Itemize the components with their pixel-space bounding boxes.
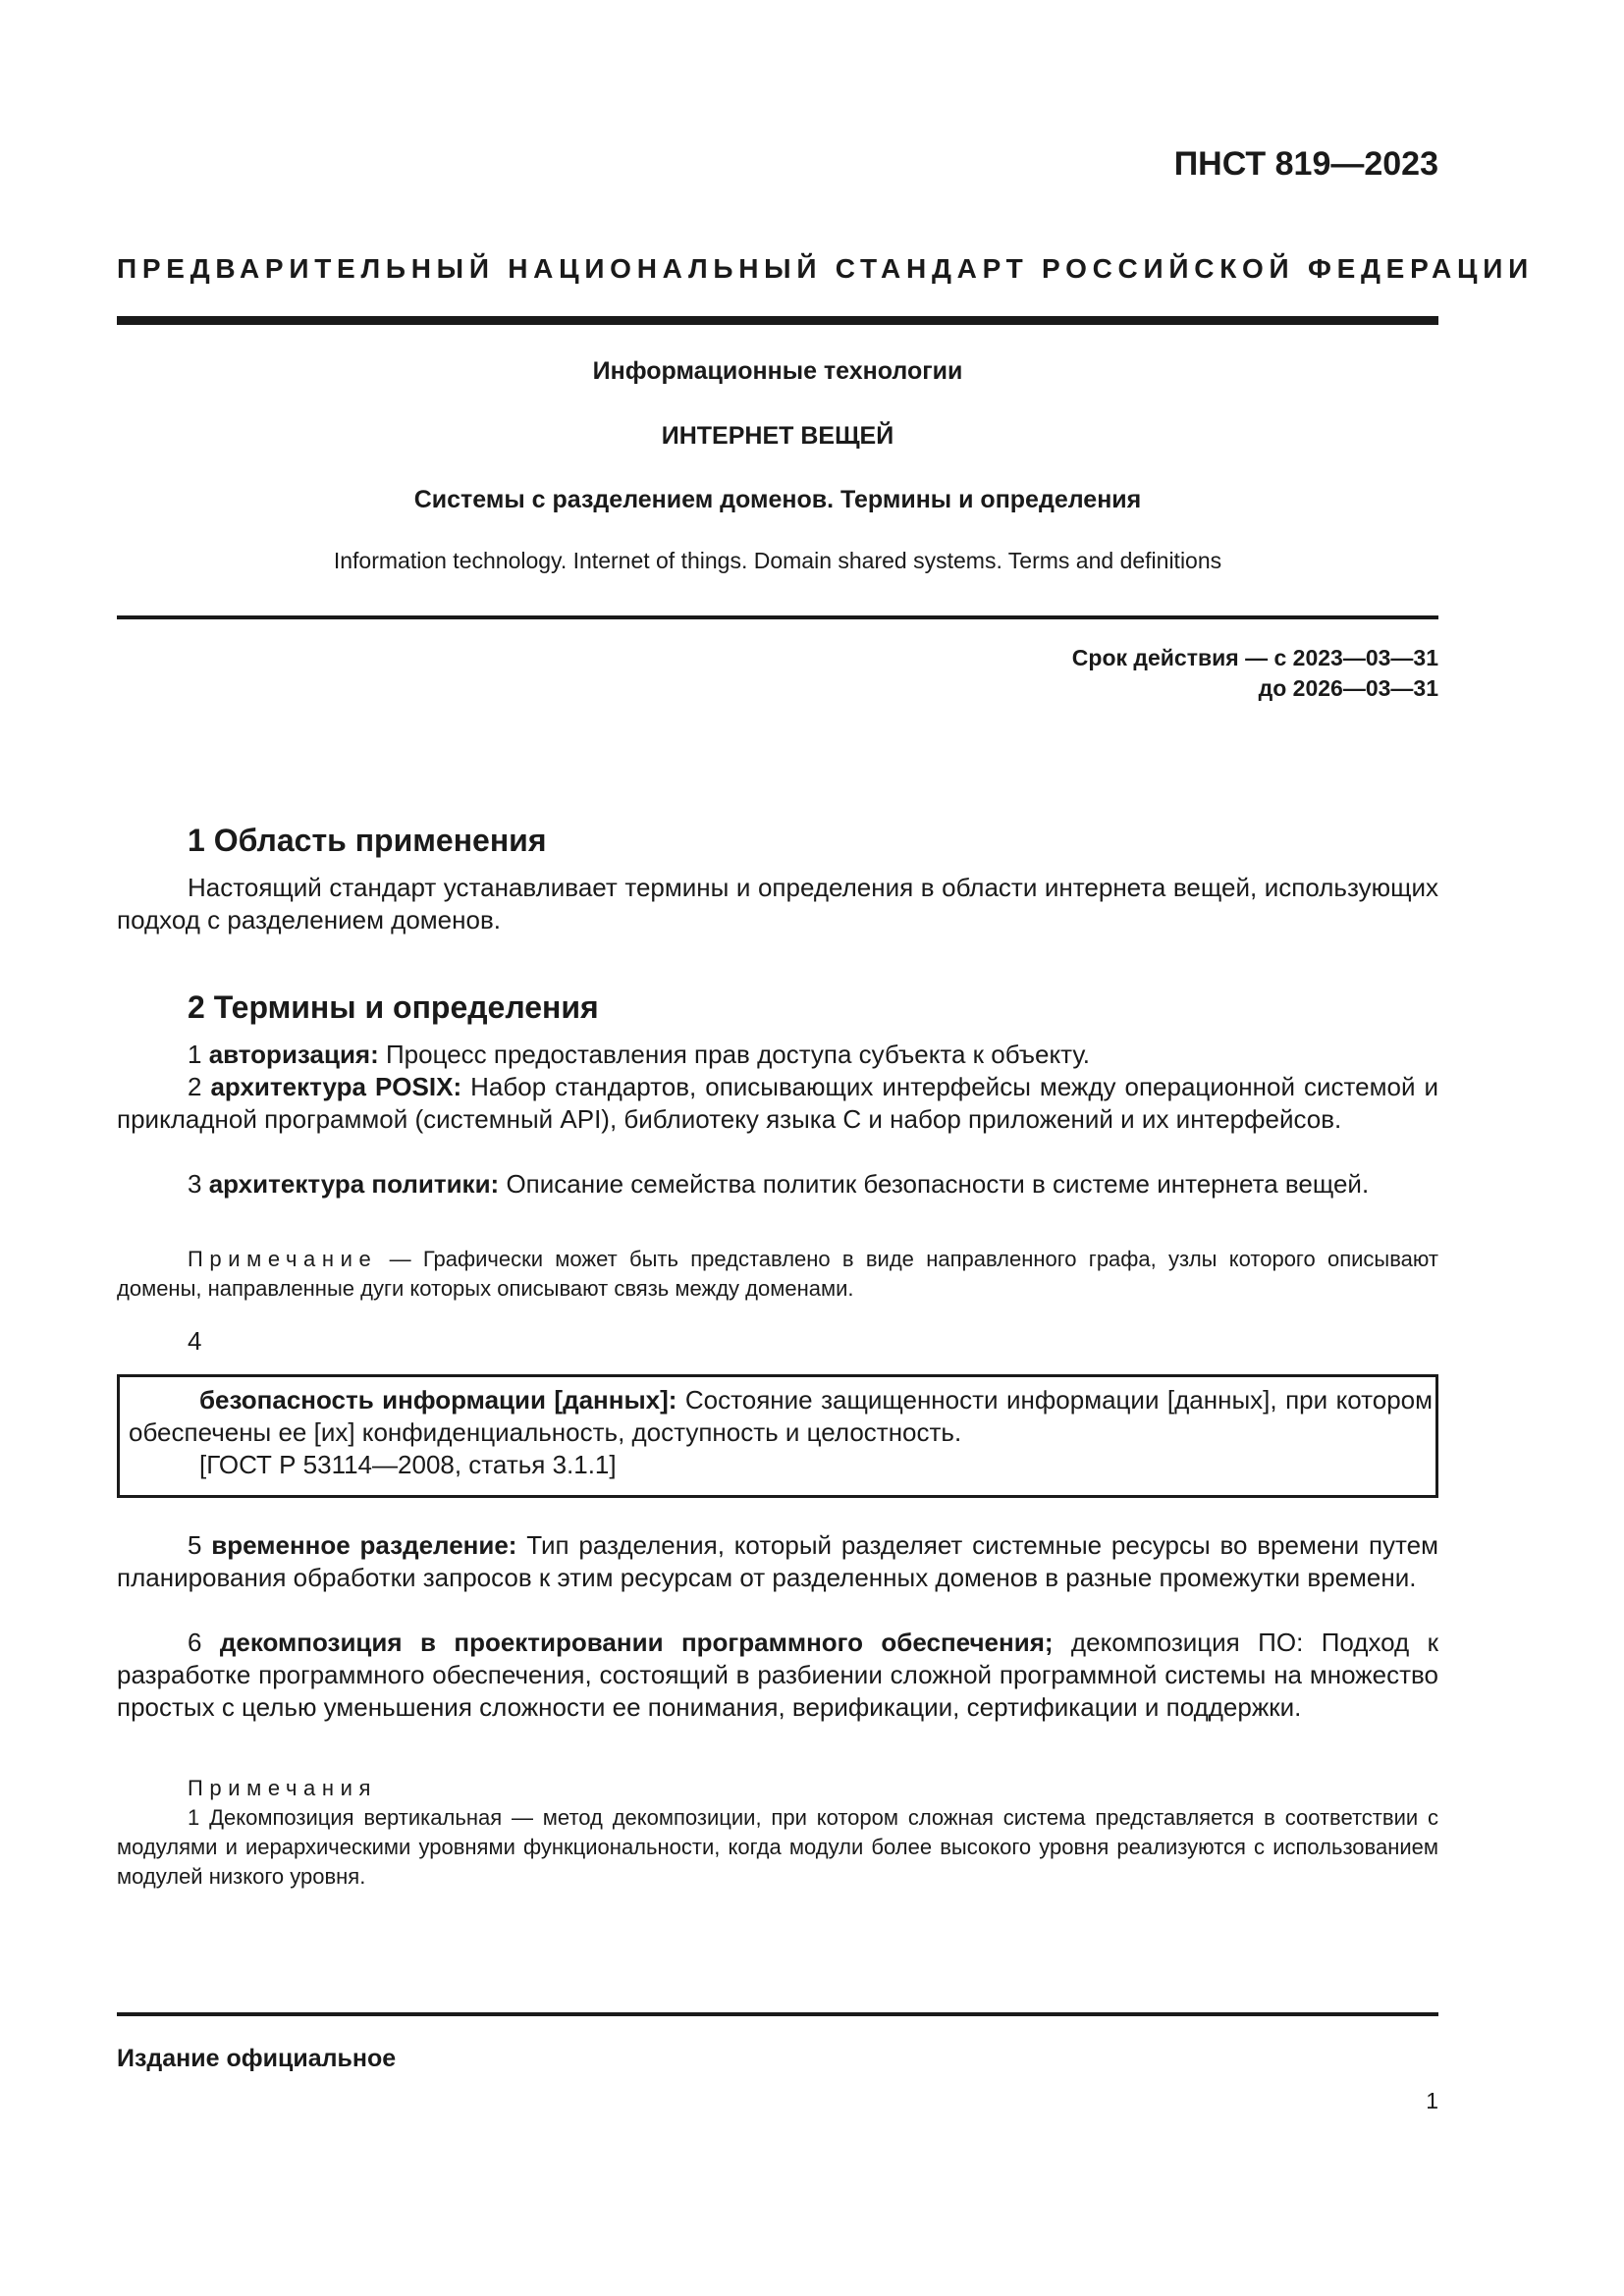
footer-divider xyxy=(117,2012,1438,2016)
term-entry xyxy=(117,1627,1438,1724)
title-english: Information technology. Internet of things. Domain shared systems. Terms and definitions xyxy=(333,548,1222,573)
quoted-term-box xyxy=(117,1374,1438,1498)
notes-label-line xyxy=(117,1774,1438,1803)
term-definition: Описание семейства политик безопасности в системе интернета вещей. xyxy=(499,1169,1370,1199)
term-number-standalone: 4 xyxy=(188,1326,202,1356)
term-definition: Процесс предоставления прав доступа субъекта к объекту. xyxy=(378,1040,1090,1069)
document-page xyxy=(117,0,1534,2296)
term-name: декомпозиция в проектировании программного обеспечения; xyxy=(219,1628,1054,1657)
term-definition: Состояние защищенности информации [данных], при котором обеспечены ее [их] конфиденциальность, доступность и целостность. xyxy=(129,1385,1434,1447)
term-number: 3 xyxy=(188,1169,209,1199)
validity-to: до 2026—03—31 xyxy=(1258,675,1438,701)
document-type-banner: ПРЕДВАРИТЕЛЬНЫЙ НАЦИОНАЛЬНЫЙ СТАНДАРТ РОССИЙСКОЙ ФЕДЕРАЦИИ xyxy=(117,253,1534,284)
title-main: ИНТЕРНЕТ ВЕЩЕЙ xyxy=(661,422,894,450)
term-source: [ГОСТ Р 53114—2008, статья 3.1.1] xyxy=(199,1450,617,1479)
term-name: временное разделение: xyxy=(211,1530,517,1560)
document-code: ПНСТ 819—2023 xyxy=(1173,145,1438,183)
header-divider xyxy=(117,316,1438,325)
note-item: 1 Декомпозиция вертикальная — метод декомпозиции, при котором сложная система представляется в соответствии с модулями и иерархическими уровнями функциональности, когда модули более высокого уровня реализуются с использованием модулей низкого уровня. xyxy=(117,1805,1438,1889)
term-entry xyxy=(117,1071,1438,1136)
note xyxy=(117,1245,1438,1304)
notes-label: Примечания xyxy=(188,1776,378,1800)
term-name: архитектура POSIX: xyxy=(210,1072,462,1101)
validity-from: Срок действия — с 2023—03—31 xyxy=(1071,645,1438,670)
term-entry xyxy=(117,1168,1438,1201)
note-text: — Графически может быть представлено в виде направленного графа, узлы которого описывают домены, направленные дуги которых описывают связь между доменами. xyxy=(117,1247,1438,1301)
term-entry xyxy=(120,1384,1433,1449)
term-number: 5 xyxy=(188,1530,212,1560)
term-definition: декомпозиция ПО: Подход к разработке программного обеспечения, состоящий в разбиении сложной программной системы на множество простых с целью уменьшения сложности ее понимания, верификации, сертификации и поддержки. xyxy=(117,1628,1438,1722)
term-entry xyxy=(117,1529,1438,1594)
term-number: 2 xyxy=(188,1072,211,1101)
term-definition: Набор стандартов, описывающих интерфейсы между операционной системой и прикладной программой (системный API), библиотеку языка С и набор приложений и их интерфейсов. xyxy=(117,1072,1438,1134)
validity-period xyxy=(1072,643,1438,704)
page-number: 1 xyxy=(1426,2088,1438,2113)
term-entry xyxy=(117,1039,1438,1071)
title-divider xyxy=(117,615,1438,619)
term-name: архитектура политики: xyxy=(208,1169,500,1199)
section-heading-terms: 2 Термины и определения xyxy=(188,989,599,1025)
term-number: 6 xyxy=(188,1628,220,1657)
term-number: 1 xyxy=(188,1040,209,1069)
term-name: авторизация: xyxy=(208,1040,379,1069)
section-heading-scope: 1 Область применения xyxy=(188,823,547,858)
title-general: Информационные технологии xyxy=(592,357,963,385)
term-name: безопасность информации [данных]: xyxy=(199,1385,677,1415)
scope-paragraph: Настоящий стандарт устанавливает термины и определения в области интернета вещей, использующих подход с разделением доменов. xyxy=(117,873,1438,934)
note-label: Примечание xyxy=(188,1247,378,1271)
title-sub: Системы с разделением доменов. Термины и определения xyxy=(413,486,1142,513)
term-definition: Тип разделения, который разделяет системные ресурсы во времени путем планирования обработки запросов к этим ресурсам от разделенных доменов в разные промежутки времени. xyxy=(117,1530,1439,1592)
edition-label: Издание официальное xyxy=(117,2045,397,2072)
